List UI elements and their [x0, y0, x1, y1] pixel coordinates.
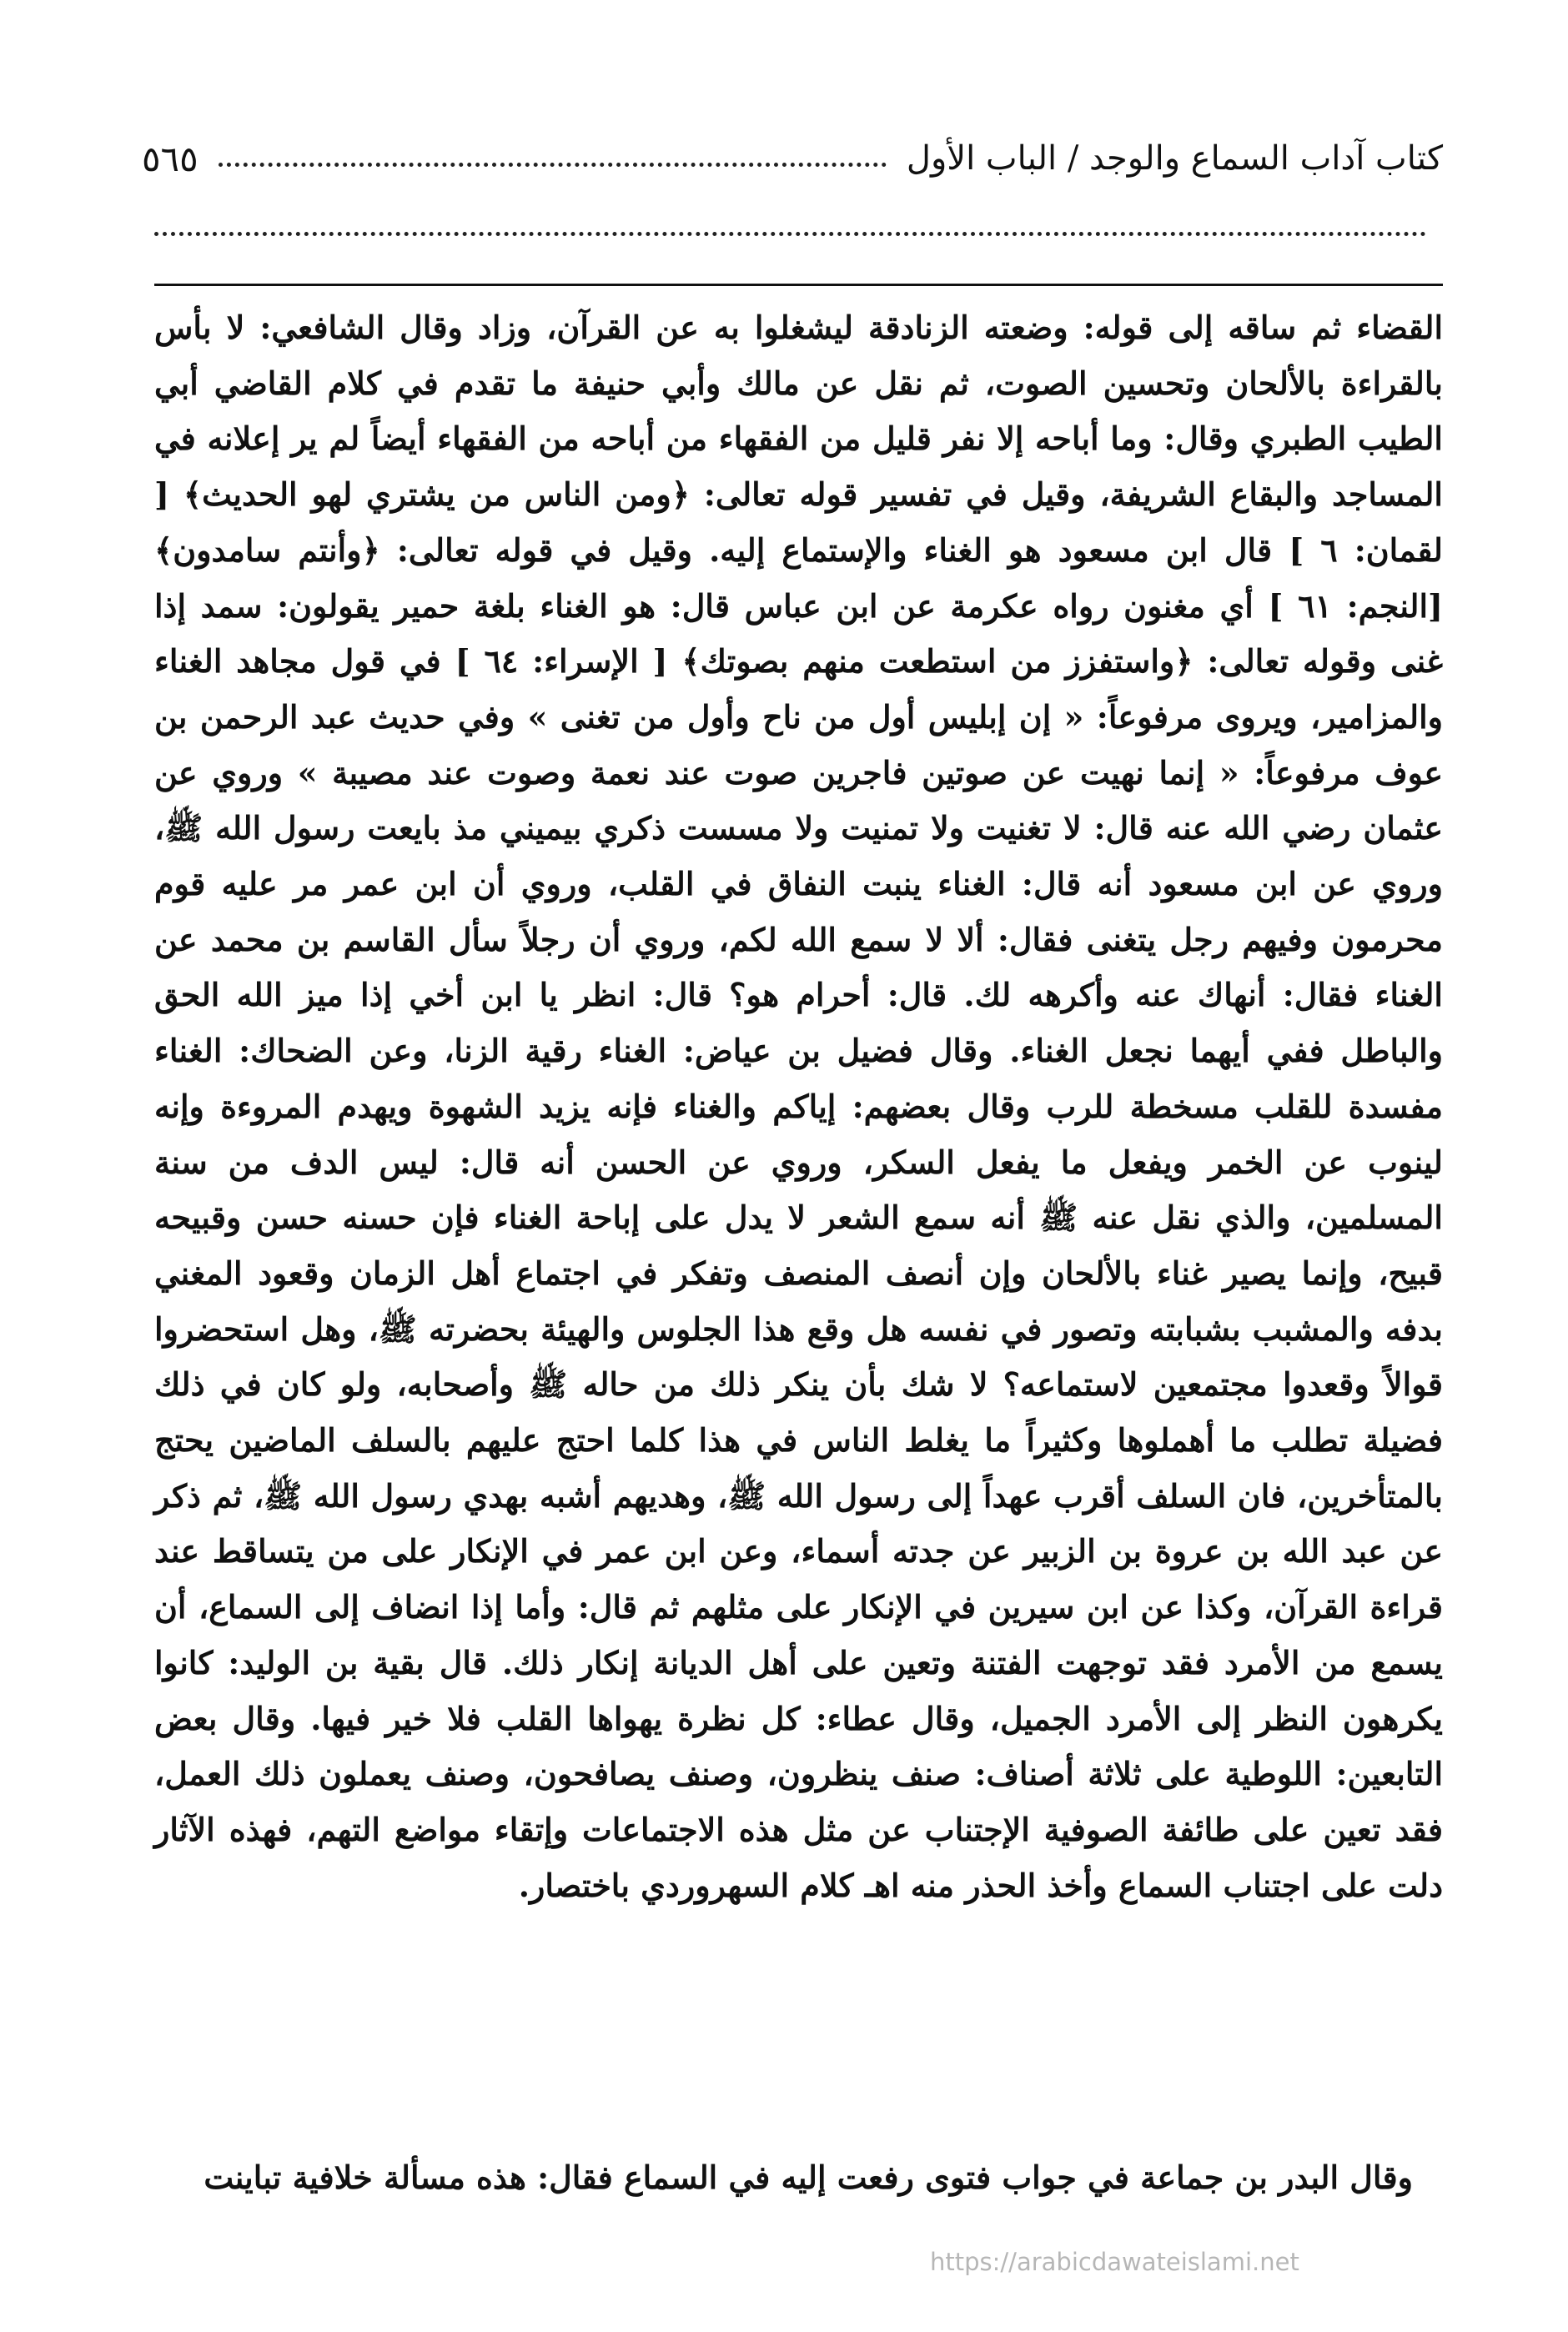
running-header-title: كتاب آداب السماع والوجد / الباب الأول [906, 139, 1443, 178]
running-header [142, 125, 1443, 192]
main-paragraph: القضاء ثم ساقه إلى قوله: وضعته الزنادقة ليشغلوا به عن القرآن، وزاد وقال الشافعي: لا بأس بالقراءة بالألحان وتحسين الصوت، ثم نقل عن مالك وأبي حنيفة ما تقدم في كلام القاضي أبي الطيب الطبري وقال: وما أباحه إلا نفر قليل من الفقهاء من أباحه من الفقهاء أيضاً لم ير إعلانه في المساجد والبقاع الشريفة، وقيل في تفسير قوله تعالى: ﴿ومن الناس من يشتري لهو الحديث﴾ [ لقمان: ٦ ] قال ابن مسعود هو الغناء والإستماع إليه. وقيل في قوله تعالى: ﴿وأنتم سامدون﴾ [النجم: ٦١ ] أي مغنون رواه عكرمة عن ابن عباس قال: هو الغناء بلغة حمير يقولون: سمد إذا غنى وقوله تعالى: ﴿واستفزز من استطعت منهم بصوتك﴾ [ الإسراء: ٦٤ ] في قول مجاهد الغناء والمزامير، ويروى مرفوعاً: « إن إبليس أول من ناح وأول من تغنى » وفي حديث عبد الرحمن بن عوف مرفوعاً: « إنما نهيت عن صوتين فاجرين صوت عند نعمة وصوت عند مصيبة » وروي عن عثمان رضي الله عنه قال: لا تغنيت ولا تمنيت ولا مسست ذكري بيميني مذ بايعت رسول الله ﷺ، وروي عن ابن مسعود أنه قال: الغناء ينبت النفاق في القلب، وروي أن ابن عمر مر عليه قوم محرمون وفيهم رجل يتغنى فقال: ألا لا سمع الله لكم، وروي أن رجلاً سأل القاسم بن محمد عن الغناء فقال: أنهاك عنه وأكرهه لك. قال: أحرام هو؟ قال: انظر يا ابن أخي إذا ميز الله الحق والباطل ففي أيهما نجعل الغناء. وقال فضيل بن عياض: الغناء رقية الزنا، وعن الضحاك: الغناء مفسدة للقلب مسخطة للرب وقال بعضهم: إياكم والغناء فإنه يزيد الشهوة ويهدم المروءة وإنه لينوب عن الخمر ويفعل ما يفعل السكر، وروي عن الحسن أنه قال: ليس الدف من سنة المسلمين، والذي نقل عنه ﷺ أنه سمع الشعر لا يدل على إباحة الغناء فإن حسنه حسن وقبيحه قبيح، وإنما يصير غناء بالألحان وإن أنصف المنصف وتفكر في اجتماع أهل الزمان وقعود المغني بدفه والمشبب بشبابته وتصور في نفسه هل وقع هذا الجلوس والهيئة بحضرته ﷺ، وهل استحضروا قوالاً وقعدوا مجتمعين لاستماعه؟ لا شك بأن ينكر ذلك من حاله ﷺ وأصحابه، ولو كان في ذلك فضيلة تطلب ما أهملوها وكثيراً ما يغلط الناس في هذا كلما احتج عليهم بالسلف الماضين يحتج بالمتأخرين، فان السلف أقرب عهداً إلى رسول الله ﷺ، وهديهم أشبه بهدي رسول الله ﷺ، ثم ذكر عن عبد الله بن عروة بن الزبير عن جدته أسماء، وعن ابن عمر في الإنكار على من يتساقط عند قراءة القرآن، وكذا عن ابن سيرين في الإنكار على مثلهم ثم قال: وأما إذا انضاف إلى السماع، أن يسمع من الأمرد فقد توجهت الفتنة وتعين على أهل الديانة إنكار ذلك. قال بقية بن الوليد: كانوا يكرهون النظر إلى الأمرد الجميل، وقال عطاء: كل نظرة يهواها القلب فلا خير فيها. وقال بعض التابعين: اللوطية على ثلاثة أصناف: صنف ينظرون، وصنف يصافحون، وصنف يعملون ذلك العمل، فقد تعين على طائفة الصوفية الإجتناب عن مثل هذه الاجتماعات وإتقاء مواضع التهم، فهذه الآثار دلت على اجتناب السماع وأخذ الحذر منه اهـ كلام السهروردي باختصار. [154, 309, 1444, 1904]
dotted-separator [154, 224, 1426, 236]
horizontal-rule [154, 284, 1443, 286]
watermark-url: https://arabicdawateislami.net [930, 2248, 1299, 2276]
page-number: ٥٦٥ [142, 138, 199, 179]
second-paragraph: وقال البدر بن جماعة في جواب فتوى رفعت إليه في السماع فقال: هذه مسألة خلافية تباينت [204, 2159, 1413, 2196]
header-dotted-leader [219, 151, 887, 167]
